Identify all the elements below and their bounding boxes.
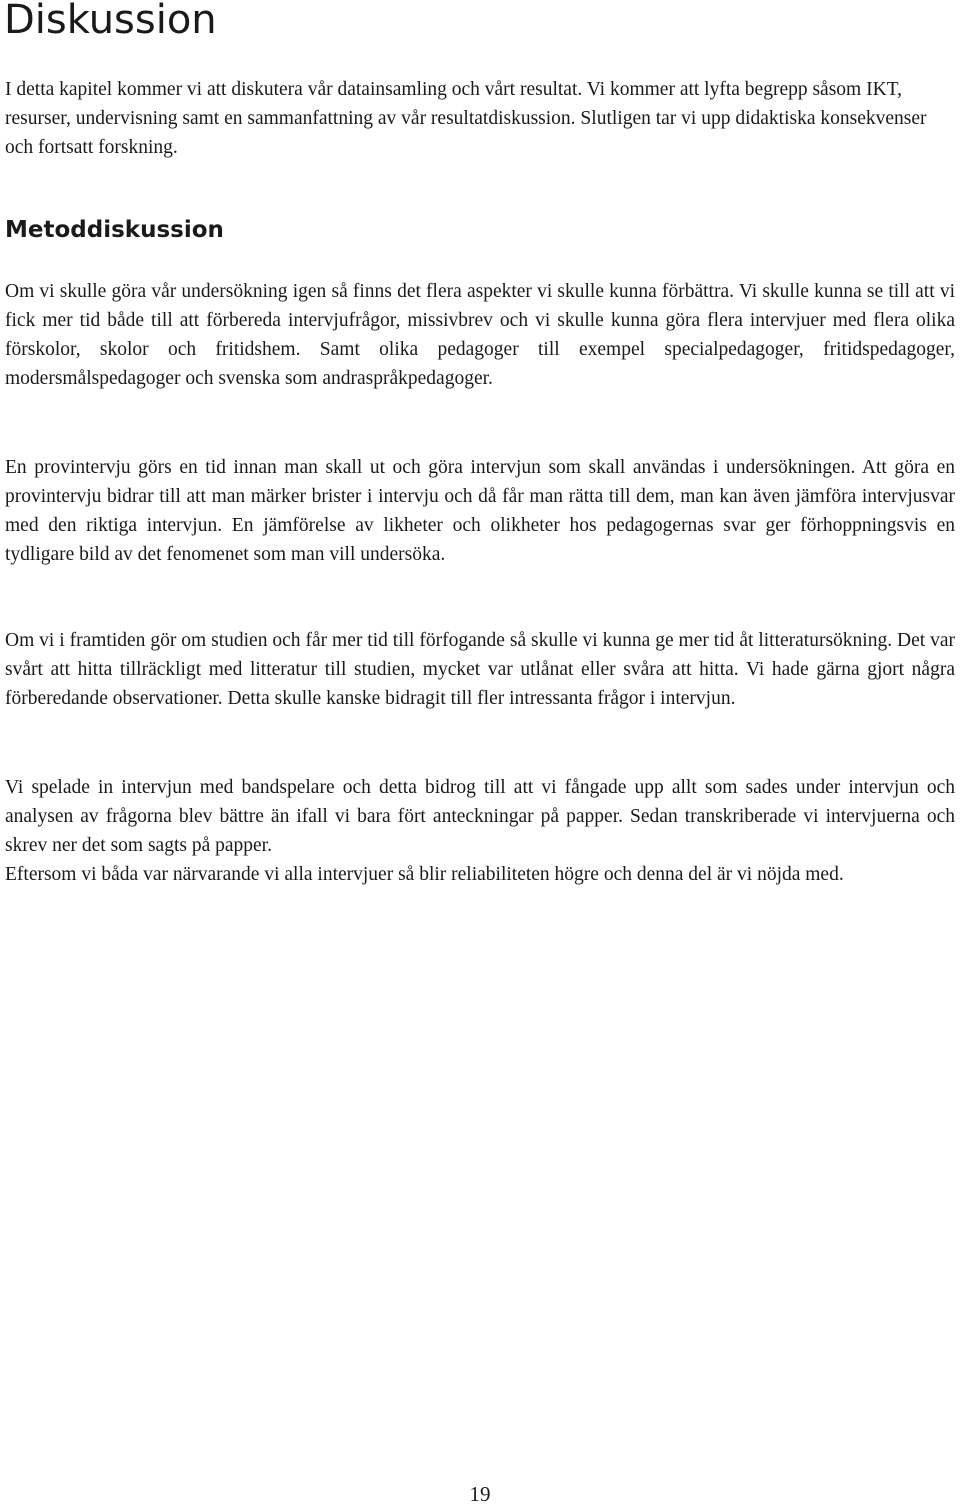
page-title: Diskussion [4,0,217,43]
paragraph-pilot-interview: En provintervju görs en tid innan man skall ut och göra intervjun som skall användas i undersökningen. Att göra en provintervju bidrar till att man märker brister i intervju och då får man rätta till dem, man kan även jämföra intervjusvar med den riktiga intervjun. En jämförelse av likheter och olikheter hos pedagogernas svar ger förhoppningsvis en tydligare bild av det fenomenet som man vill undersöka. [5,457,955,565]
paragraph-reliability: Eftersom vi båda var närvarande vi alla intervjuer så blir reliabiliteten högre och denna del är vi nöjda med. [5,864,844,885]
paragraph-recording: Vi spelade in intervjun med bandspelare och detta bidrog till att vi fångade upp allt som sades under intervjun och analysen av frågorna blev bättre än ifall vi bara fört anteckningar på papper. Sedan transkriberade vi intervjuerna och skrev ner det som sagts på papper. [5,777,955,856]
paragraph-future-study: Om vi i framtiden gör om studien och får mer tid till förfogande så skulle vi kunna ge mer tid åt litteratursökning. Det var svårt att hitta tillräckligt med litteratur till studien, mycket var utlånat eller svåra att hitta. Vi hade gärna gjort några förberedande observationer. Detta skulle kanske bidragit till fler intressanta frågor i intervjun. [5,630,955,709]
intro-paragraph: I detta kapitel kommer vi att diskutera vår datainsamling och vårt resultat. Vi kommer att lyfta begrepp såsom IKT, resurser, undervisning samt en sammanfattning av vår resultatdiskussion. Slutligen tar vi upp didaktiska konsekvenser och fortsatt forskning. [5,79,927,158]
paragraph-improvements: Om vi skulle göra vår undersökning igen så finns det flera aspekter vi skulle kunna förbättra. Vi skulle kunna se till att vi fick mer tid både till att förbereda intervjufrågor, missivbrev och vi skulle kunna göra flera intervjuer med flera olika förskolor, skolor och fritidshem. Samt olika pedagoger till exempel specialpedagoger, fritidspedagoger, modersmålspedagoger och svenska som andraspråkpedagoger. [5,281,955,389]
page-number: 19 [469,1482,491,1506]
section-heading: Metoddiskussion [5,217,224,243]
